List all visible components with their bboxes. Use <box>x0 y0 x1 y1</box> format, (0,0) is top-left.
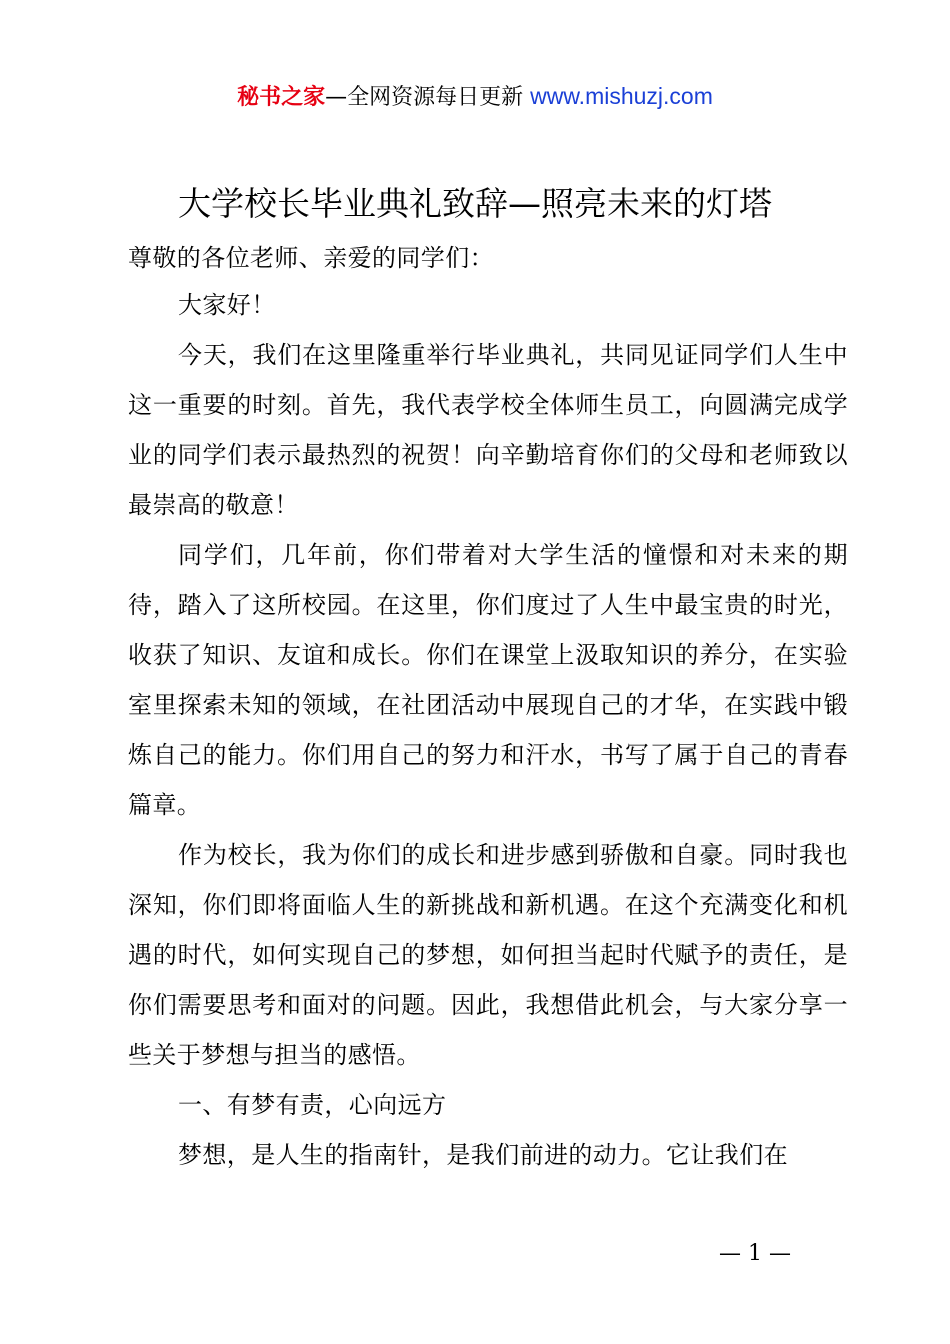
document-body <box>128 280 848 1180</box>
document-title: 大学校长毕业典礼致辞—照亮未来的灯塔 <box>178 184 772 223</box>
paragraph: 梦想，是人生的指南针，是我们前进的动力。它让我们在 <box>178 1141 788 1169</box>
page-number: — 1 — <box>719 1241 791 1266</box>
paragraph: 同学们，几年前，你们带着对大学生活的憧憬和对未来的期待，踏入了这所校园。在这里，你们度过了人生中最宝贵的时光，收获了知识、友谊和成长。你们在课堂上汲取知识的养分，在实验室里探索未知的领域，在社团活动中展现自己的才华，在实践中锻炼自己的能力。你们用自己的努力和汗水，书写了属于自己的青春篇章。 <box>128 541 848 819</box>
site-header <box>0 80 950 114</box>
site-brand: 秘书之家 <box>237 85 326 110</box>
site-tagline: —全网资源每日更新 <box>325 85 531 110</box>
salutation: 尊敬的各位老师、亲爱的同学们： <box>128 244 494 272</box>
paragraph: 作为校长，我为你们的成长和进步感到骄傲和自豪。同时我也深知，你们即将面临人生的新挑战和新机遇。在这个充满变化和机遇的时代，如何实现自己的梦想，如何担当起时代赋予的责任，是你们需要思考和面对的问题。因此，我想借此机会，与大家分享一些关于梦想与担当的感悟。 <box>128 841 848 1069</box>
paragraph: 今天，我们在这里隆重举行毕业典礼，共同见证同学们人生中这一重要的时刻。首先，我代表学校全体师生员工，向圆满完成学业的同学们表示最热烈的祝贺！向辛勤培育你们的父母和老师致以最崇高的敬意！ <box>128 341 848 519</box>
paragraph: 大家好！ <box>178 291 276 319</box>
site-url[interactable]: www.mishuzj.com <box>530 83 713 109</box>
section-heading: 一、有梦有责，心向远方 <box>178 1091 447 1119</box>
